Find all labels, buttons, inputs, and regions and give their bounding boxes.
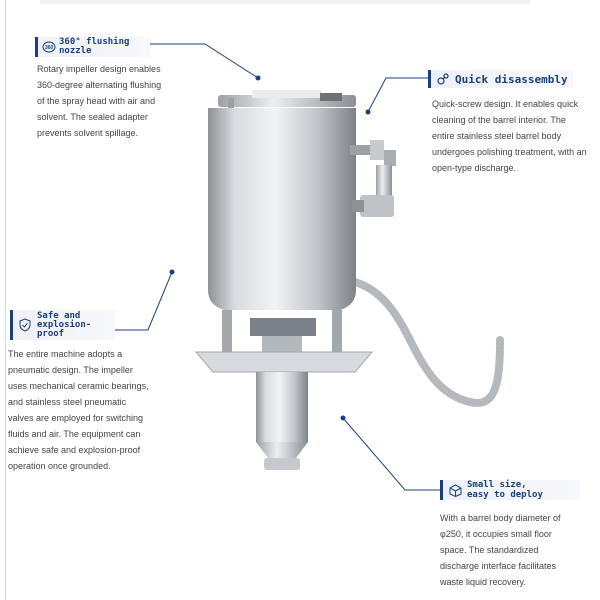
disassembly-description: Quick-screw design. It enables quick cleaning of the barrel interior. The entire stainless steel barrel body undergoes polishing treatment, with an open-type discharge. — [432, 99, 587, 173]
compact-heading — [440, 480, 580, 500]
svg-text:360: 360 — [44, 45, 54, 51]
shield-check-icon — [16, 317, 34, 333]
safety-description: The entire machine adopts a pneumatic design. The impeller uses mechanical ceramic bearings, and stainless steel pneumatic valves are employed for switching fluids and air. The equipment can achieve safe and explosion-proof operation once grounded. — [8, 349, 149, 471]
compact-description: With a barrel body diameter of φ250, it occupies small floor space. The standardized discharge interface facilitates waste liquid recovery. — [440, 513, 561, 587]
disassembly-heading — [428, 70, 573, 88]
safety-title: Safe and explosion- proof — [37, 310, 92, 339]
360-icon — [41, 40, 57, 54]
safety-heading — [10, 310, 115, 340]
flushing-title: 360° flushing nozzle — [59, 37, 130, 56]
cube-icon — [446, 482, 464, 498]
flushing-description: Rotary impeller design enables 360-degree alternating flushing of the spray head with air and solvent. The sealed adapter prevents solvent spillage. — [37, 64, 162, 138]
flushing-heading — [35, 37, 150, 57]
disassembly-title: Quick disassembly — [455, 72, 568, 86]
wrench-icon — [434, 71, 452, 87]
compact-title: Small size, easy to deploy — [467, 480, 543, 500]
